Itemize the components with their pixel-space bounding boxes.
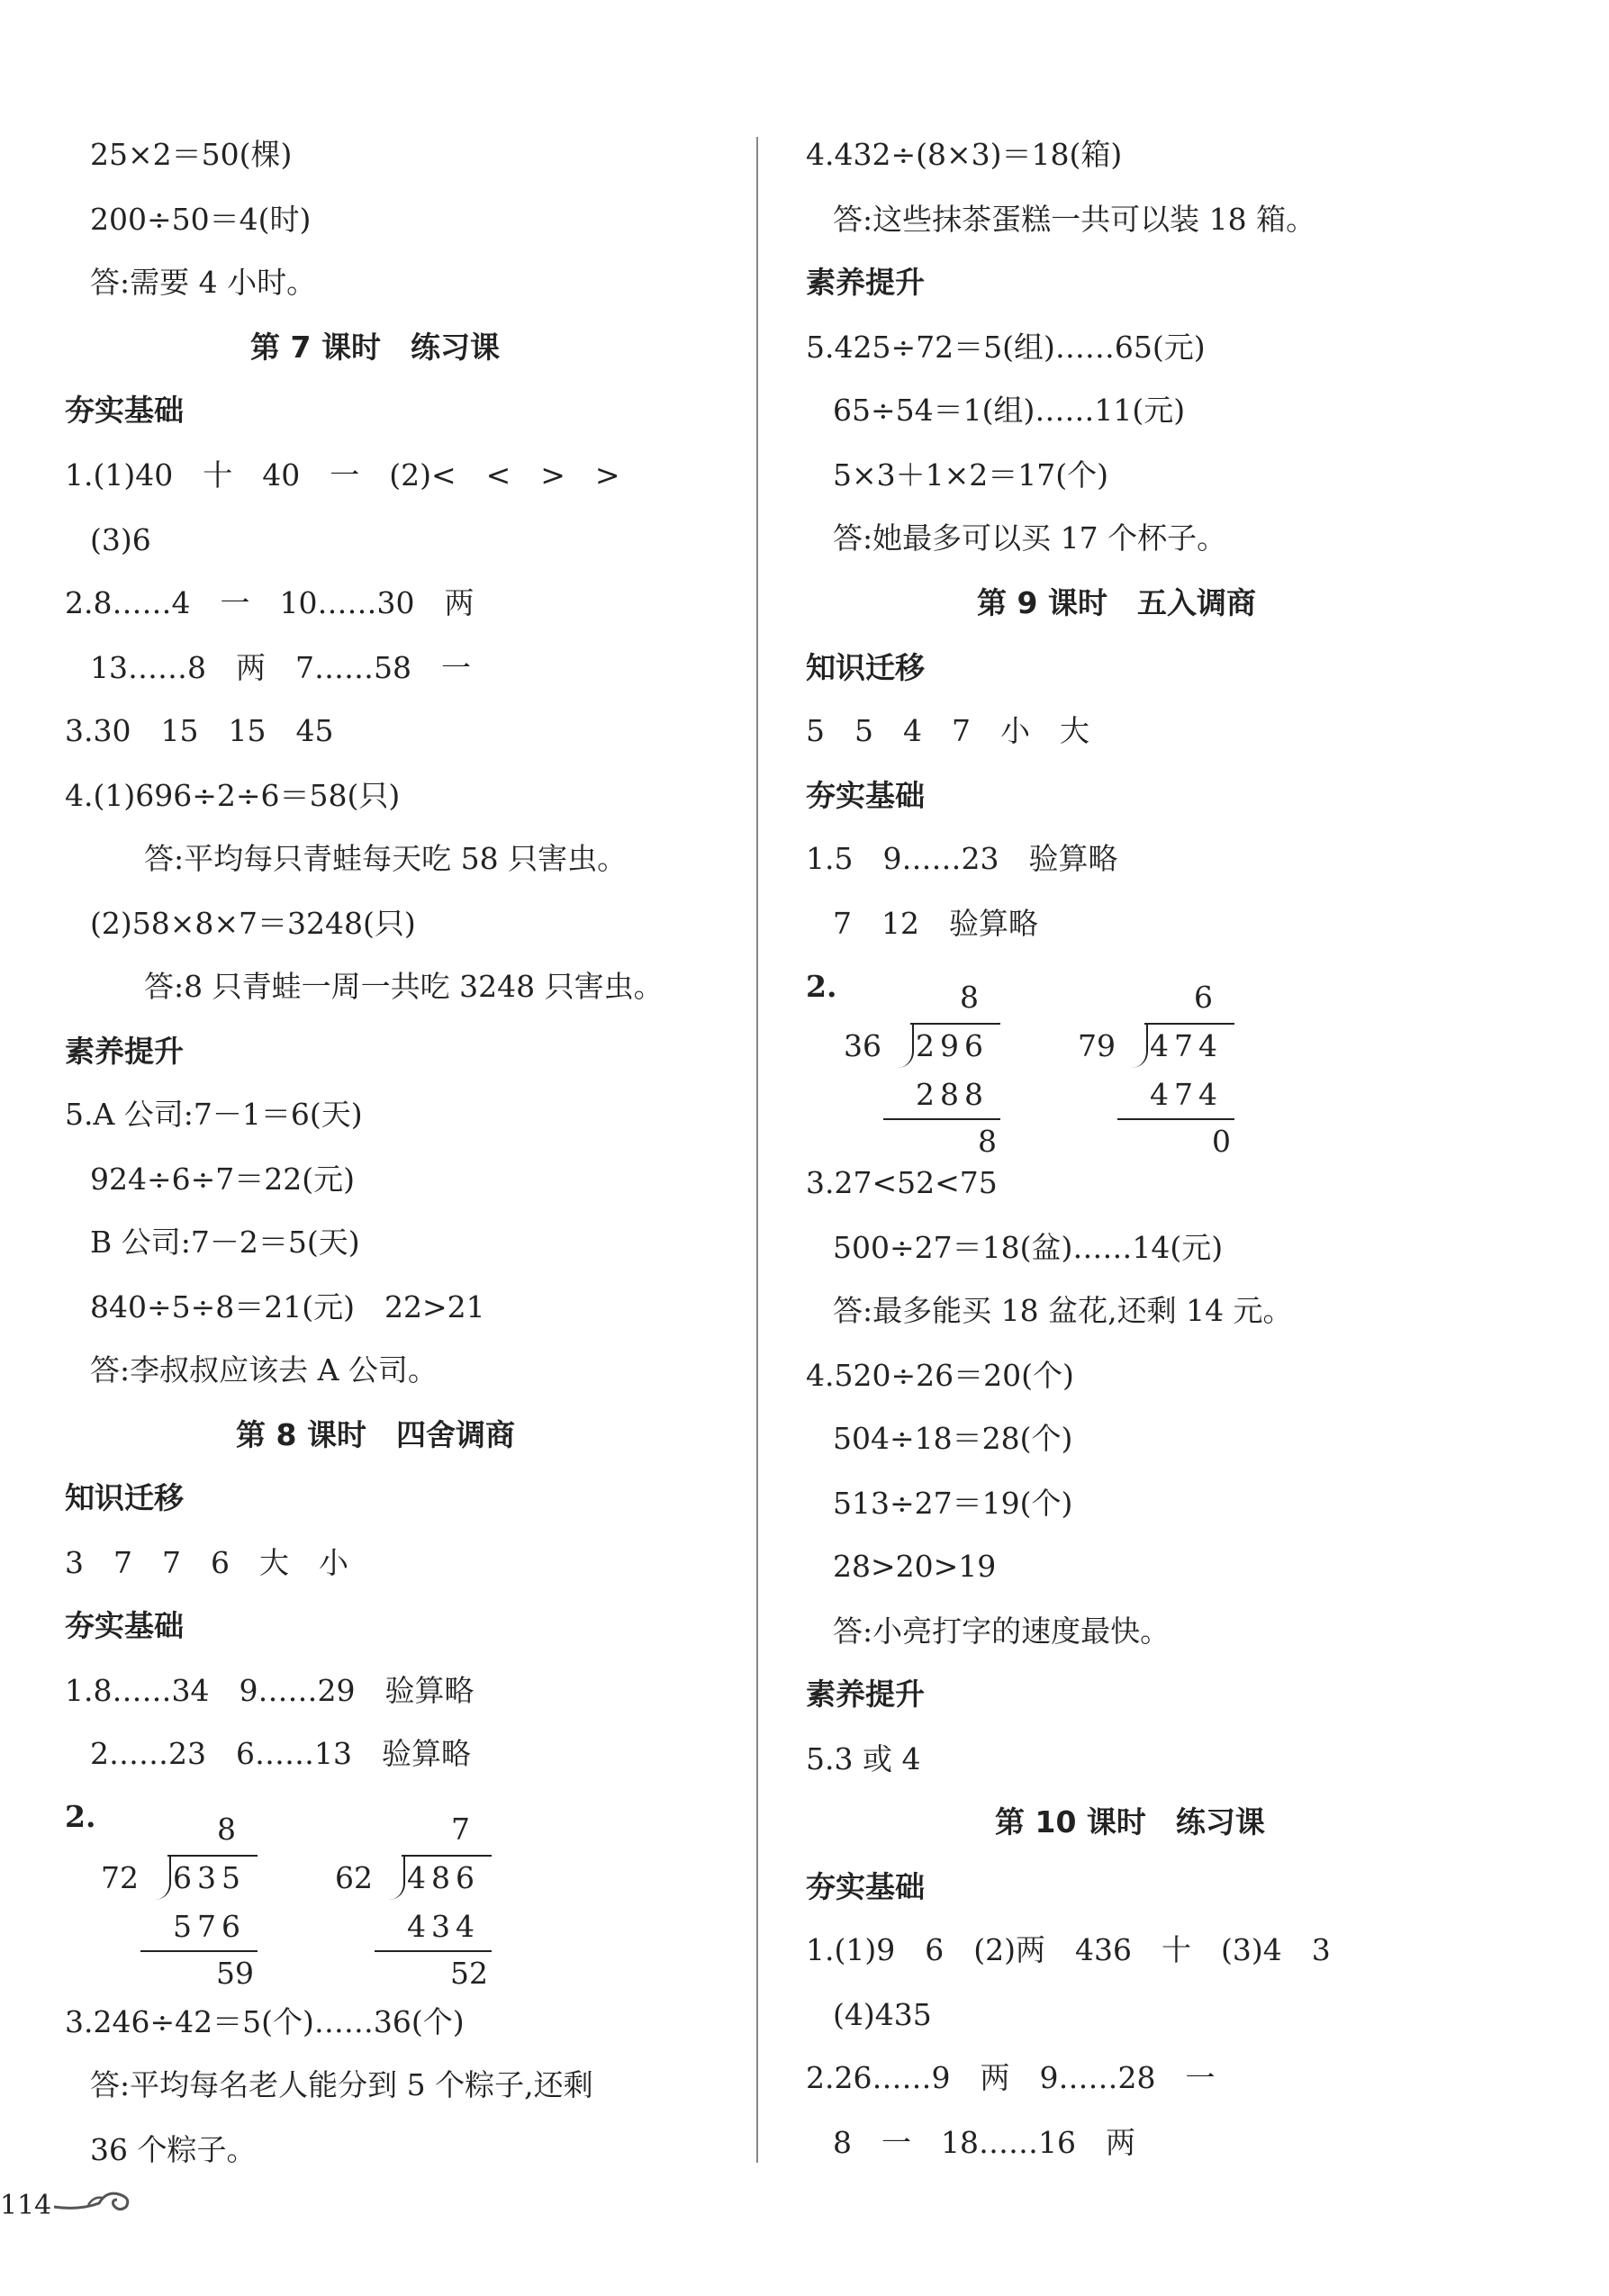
divisor: 72 xyxy=(101,1860,139,1895)
text-line: 5 5 4 7 小 大 xyxy=(806,713,1089,748)
section-heading: 夯实基础 xyxy=(806,1869,925,1904)
answer-line: 答:平均每只青蛙每天吃 58 只害虫。 xyxy=(144,841,628,876)
answer-line: 答:她最多可以买 17 个杯子。 xyxy=(833,520,1227,556)
remainder: 59 xyxy=(216,1956,254,1991)
question-5: 5.425÷72＝5(组)……65(元) xyxy=(806,330,1206,365)
product: 434 xyxy=(407,1909,480,1944)
question-2: 2.8……4 一 10……30 两 xyxy=(65,585,475,620)
division-bracket xyxy=(894,1025,914,1068)
long-division-1 xyxy=(101,1812,281,1991)
divisor: 79 xyxy=(1078,1028,1116,1063)
section-heading: 知识迁移 xyxy=(806,650,925,685)
subtraction-line xyxy=(1117,1118,1234,1120)
question-3: 3.27<52<75 xyxy=(806,1165,998,1200)
answer-line: 答:最多能买 18 盆花,还剩 14 元。 xyxy=(833,1293,1293,1328)
subtraction-line xyxy=(140,1950,258,1952)
text-line: 13……8 两 7……58 一 xyxy=(90,650,471,685)
text-line: 答:需要 4 小时。 xyxy=(90,265,317,300)
answer-line: 答:8 只青蛙一周一共吃 3248 只害虫。 xyxy=(144,969,664,1004)
dividend: 486 xyxy=(407,1860,480,1895)
long-division-4 xyxy=(1078,980,1258,1159)
remainder: 52 xyxy=(450,1956,488,1991)
quotient: 8 xyxy=(960,980,979,1015)
page-number: 114 xyxy=(0,2190,52,2221)
question-5: 5.A 公司:7－1＝6(天) xyxy=(65,1097,363,1132)
product: 576 xyxy=(173,1909,246,1944)
lesson-heading-7: 第 7 课时 练习课 xyxy=(250,330,500,365)
question-2: 2. xyxy=(65,1799,96,1834)
question-3: 3.246÷42＝5(个)……36(个) xyxy=(65,2004,465,2039)
divisor: 62 xyxy=(335,1860,373,1895)
quotient: 6 xyxy=(1194,980,1213,1015)
division-bracket xyxy=(151,1857,171,1900)
section-heading: 夯实基础 xyxy=(65,1608,184,1643)
division-bar xyxy=(402,1855,492,1857)
text-line: (4)435 xyxy=(833,1997,932,2032)
answer-line: 答:小亮打字的速度最快。 xyxy=(833,1614,1171,1649)
subtraction-line xyxy=(375,1950,492,1952)
question-2: 2.26……9 两 9……28 一 xyxy=(806,2060,1216,2095)
text-line: 65÷54＝1(组)……11(元) xyxy=(833,393,1186,428)
division-bar xyxy=(910,1023,1000,1025)
long-division-2 xyxy=(335,1812,515,1991)
subtraction-line xyxy=(883,1118,1000,1120)
question-5: 5.3 或 4 xyxy=(806,1741,921,1776)
division-bracket xyxy=(1128,1025,1148,1068)
division-bar xyxy=(1144,1023,1234,1025)
question-4: 4.520÷26＝20(个) xyxy=(806,1358,1074,1393)
dividend: 474 xyxy=(1150,1028,1223,1063)
text-line: 28>20>19 xyxy=(833,1549,997,1584)
section-heading: 夯实基础 xyxy=(806,778,925,813)
section-heading: 素养提升 xyxy=(806,1677,925,1712)
question-4: 4.432÷(8×3)＝18(箱) xyxy=(806,137,1123,172)
dividend: 635 xyxy=(173,1860,246,1895)
question-1: 1.5 9……23 验算略 xyxy=(806,841,1118,876)
question-4: 4.(1)696÷2÷6＝58(只) xyxy=(65,778,401,813)
divisor: 36 xyxy=(844,1028,881,1063)
text-line: 924÷6÷7＝22(元) xyxy=(90,1162,356,1197)
text-line: 513÷27＝19(个) xyxy=(833,1486,1073,1521)
cloud-ornament-icon xyxy=(52,2183,142,2216)
product: 474 xyxy=(1150,1077,1223,1112)
text-line: (3)6 xyxy=(90,522,151,557)
text-line: 200÷50＝4(时) xyxy=(90,202,312,237)
answer-line: 答:平均每名老人能分到 5 个粽子,还剩 xyxy=(90,2067,593,2102)
lesson-heading-8: 第 8 课时 四舍调商 xyxy=(236,1417,515,1452)
section-heading: 知识迁移 xyxy=(65,1480,184,1515)
text-line: 500÷27＝18(盆)……14(元) xyxy=(833,1230,1224,1265)
question-1: 1.8……34 9……29 验算略 xyxy=(65,1673,475,1708)
lesson-heading-10: 第 10 课时 练习课 xyxy=(995,1804,1265,1840)
quotient: 7 xyxy=(451,1812,470,1847)
long-division-3 xyxy=(844,980,1024,1159)
text-line: 840÷5÷8＝21(元) 22>21 xyxy=(90,1289,485,1324)
quotient: 8 xyxy=(217,1812,236,1847)
column-divider xyxy=(756,137,758,2163)
text-line: 504÷18＝28(个) xyxy=(833,1421,1073,1456)
text-line: 3 7 7 6 大 小 xyxy=(65,1545,348,1580)
dividend: 296 xyxy=(916,1028,989,1063)
text-line: 7 12 验算略 xyxy=(833,906,1038,941)
division-bracket xyxy=(385,1857,405,1900)
text-line: 25×2＝50(棵) xyxy=(90,137,293,172)
division-bar xyxy=(167,1855,258,1857)
text-line: 5×3＋1×2＝17(个) xyxy=(833,457,1109,493)
section-heading: 夯实基础 xyxy=(65,393,184,428)
question-1: 1.(1)9 6 (2)两 436 十 (3)4 3 xyxy=(806,1932,1331,1967)
answer-line: 答:李叔叔应该去 A 公司。 xyxy=(90,1352,438,1388)
question-1: 1.(1)40 十 40 一 (2)< < > > xyxy=(65,457,620,493)
question-3: 3.30 15 15 45 xyxy=(65,713,334,748)
text-line: B 公司:7－2＝5(天) xyxy=(90,1225,360,1260)
text-line: 8 一 18……16 两 xyxy=(833,2125,1135,2160)
text-line: 2……23 6……13 验算略 xyxy=(90,1736,471,1771)
remainder: 8 xyxy=(978,1124,997,1159)
section-heading: 素养提升 xyxy=(806,265,925,300)
text-line: (2)58×8×7＝3248(只) xyxy=(90,906,416,941)
lesson-heading-9: 第 9 课时 五入调商 xyxy=(977,585,1256,620)
answer-line: 36 个粽子。 xyxy=(90,2132,257,2167)
remainder: 0 xyxy=(1212,1124,1231,1159)
product: 288 xyxy=(916,1077,989,1112)
answer-line: 答:这些抹茶蛋糕一共可以装 18 箱。 xyxy=(833,202,1316,237)
question-2: 2. xyxy=(806,969,837,1004)
section-heading: 素养提升 xyxy=(65,1034,184,1069)
